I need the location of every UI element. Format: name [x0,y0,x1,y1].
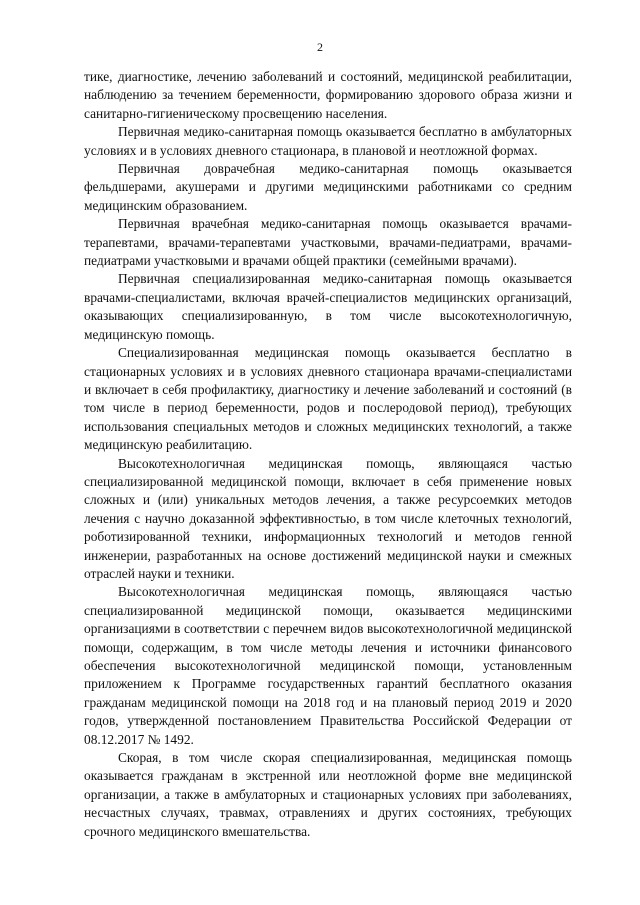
paragraph-primary-care: Первичная медико-санитарная помощь оказывается бесплатно в амбулаторных условиях и в условиях дневного стационара, в плановой и неотложной формах. [84,124,572,158]
paragraph-high-tech-care: Высокотехнологичная медицинская помощь, являющаяся частью специализированной медицинской помощи, включает в себя применение новых сложных и (или) уникальных методов лечения, а также ресурсоемких методов лечения с научно доказанной эффективностью, в том числе клеточных технологий, роботизированной техники, информационных технологий и методов генной инженерии, разработанных на основе достижений медицинской науки и смежных отраслей науки и техники. [84,455,572,581]
paragraph-high-tech-care-provision: Высокотехнологичная медицинская помощь, являющаяся частью специализированной медицинской помощи, оказывается медицинскими организациями в соответствии с перечнем видов высокотехнологичной медицинской помощи, содержащим, в том числе методы лечения и источники финансового обеспечения высокотехнологичной медицинской помощи, установленным приложением к Программе государственных гарантий бесплатного оказания гражданам медицинской помощи на 2018 год и на плановый период 2019 и 2020 годов, утвержденной постановлением Правительства Российской Федерации от 08.12.2017 № 1492. [84,584,572,747]
paragraph-continuation: тике, диагностике, лечению заболеваний и состояний, медицинской реабилитации, наблюдению за течением беременности, формированию здорового образа жизни и санитарно-гигиеническому просвещению населения. [84,69,572,121]
paragraph-emergency-care: Скорая, в том числе скорая специализированная, медицинская помощь оказывается гражданам в экстренной или неотложной форме вне медицинской организации, а также в амбулаторных и стационарных условиях при заболеваниях, несчастных случаях, травмах, отравлениях и других состояниях, требующих срочного медицинского вмешательства. [84,750,572,839]
page-number: 2 [317,40,323,54]
paragraph-pre-physician-care: Первичная доврачебная медико-санитарная помощь оказывается фельдшерами, акушерами и другими медицинскими работниками со средним медицинским образованием. [84,161,572,213]
paragraph-physician-care: Первичная врачебная медико-санитарная помощь оказывается врачами-терапевтами, врачами-терапевтами участковыми, врачами-педиатрами, врачами-педиатрами участковыми и врачами общей практики (семейными врачами). [84,216,572,269]
paragraph-specialized-care: Специализированная медицинская помощь оказывается бесплатно в стационарных условиях и в условиях дневного стационара врачами-специалистами и включает в себя профилактику, диагностику и лечение заболеваний и состояний (в том числе в период беременности, родов и послеродовой период), требующих использования специальных методов и сложных медицинских технологий, а также медицинскую реабилитацию. [84,345,572,453]
paragraph-specialized-primary-care: Первичная специализированная медико-санитарная помощь оказывается врачами-специалистами, включая врачей-специалистов медицинских организаций, оказывающих специализированную, в том числе высокотехнологичную, медицинскую помощь. [84,271,572,342]
document-body [84,68,572,841]
